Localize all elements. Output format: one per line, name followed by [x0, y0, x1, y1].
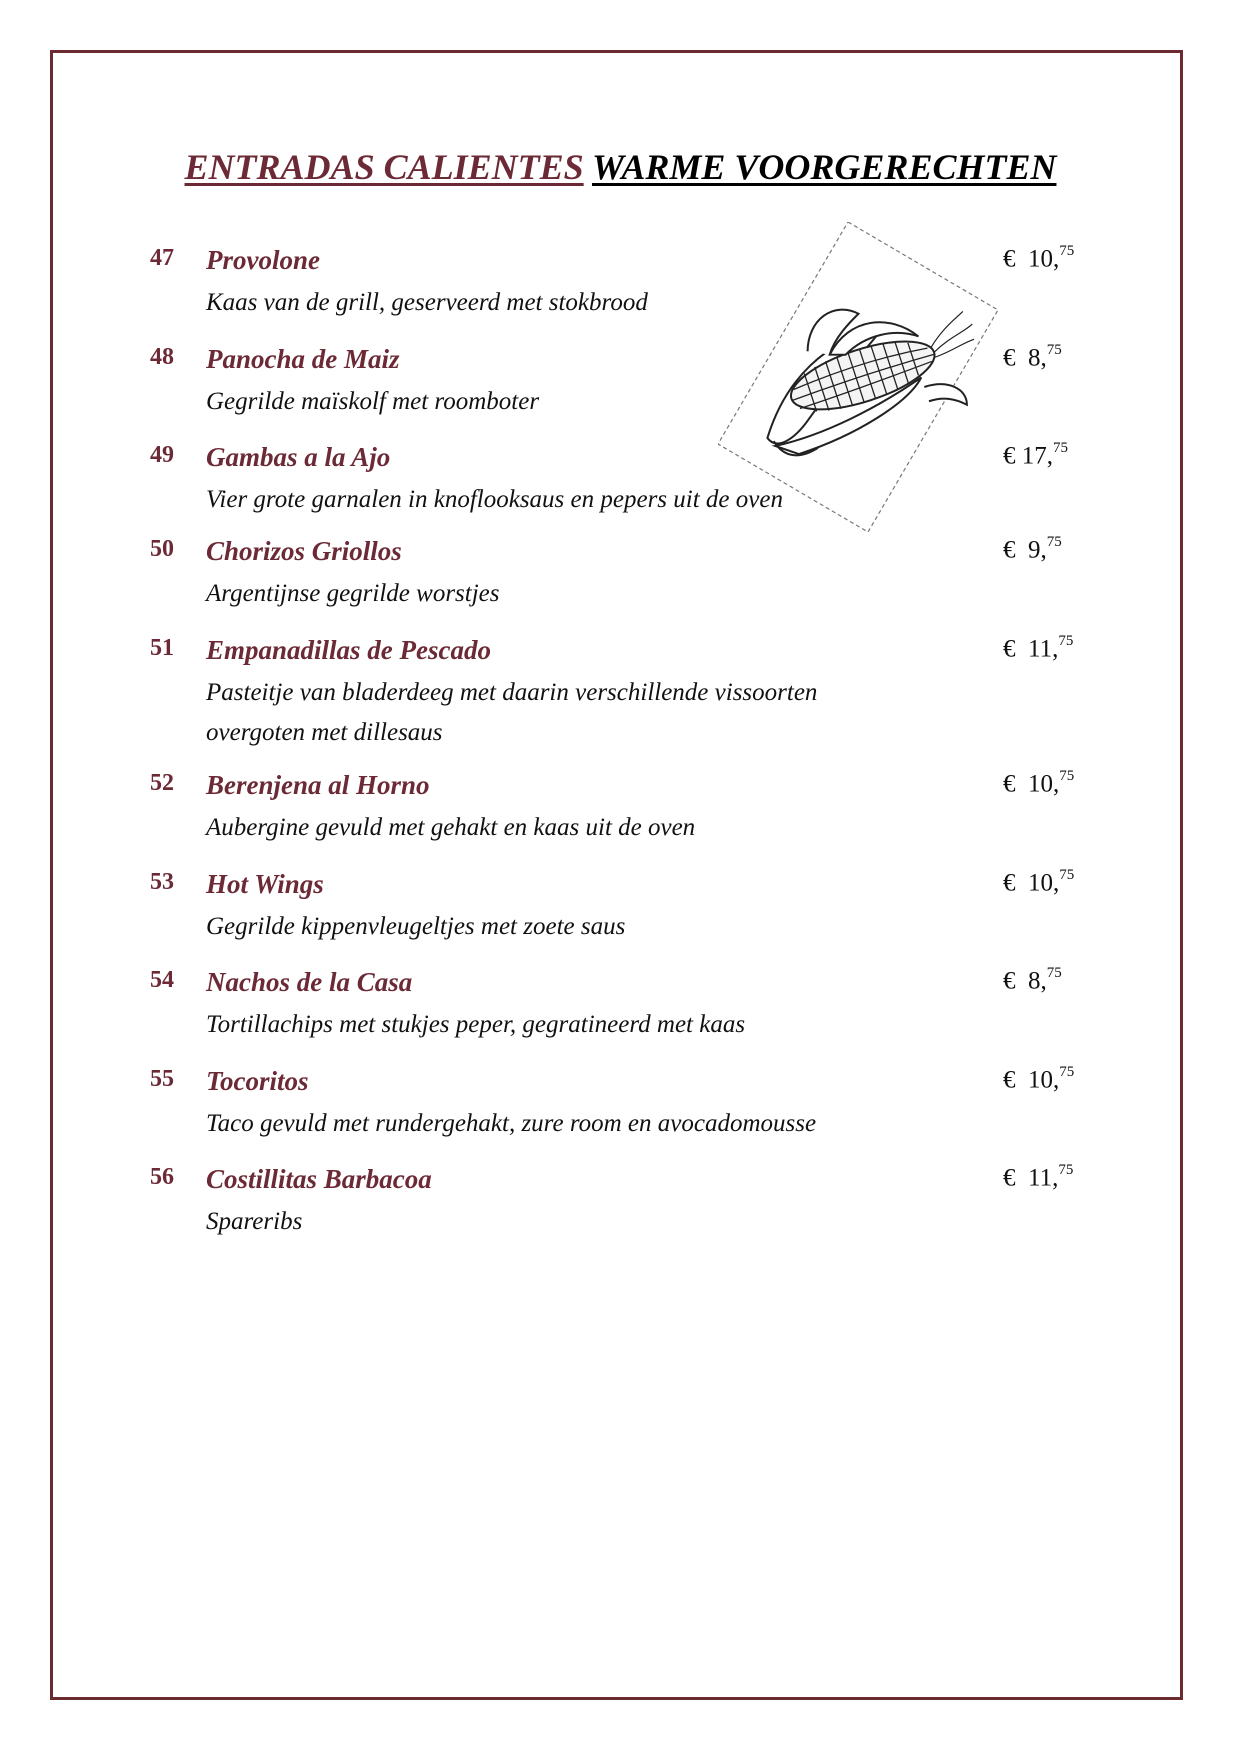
item-number: 52	[150, 770, 174, 796]
item-name: Provolone	[206, 245, 320, 275]
item-number: 53	[150, 869, 174, 895]
item-price: € 17,75	[1003, 440, 1068, 470]
item-number: 54	[150, 967, 174, 993]
item-name: Berenjena al Horno	[206, 770, 430, 800]
item-price: € 8,75	[1003, 965, 1062, 995]
item-price: € 8,75	[1003, 342, 1062, 372]
title-dutch: WARME VOORGERECHTEN	[592, 147, 1057, 187]
item-price: € 10,75	[1003, 867, 1075, 897]
title-spanish: ENTRADAS CALIENTES	[184, 147, 584, 187]
item-price: € 10,75	[1003, 1064, 1075, 1094]
item-name: Gambas a la Ajo	[206, 442, 391, 472]
item-name: Hot Wings	[206, 869, 324, 899]
item-number: 55	[150, 1066, 174, 1092]
item-description: Vier grote garnalen in knoflooksaus en pepers uit de oven	[206, 486, 783, 513]
item-description: Aubergine gevuld met gehakt en kaas uit de oven	[206, 814, 696, 841]
item-description: Tortillachips met stukjes peper, gegratineerd met kaas	[206, 1011, 746, 1038]
item-price: € 10,75	[1003, 768, 1075, 798]
item-name: Chorizos Griollos	[206, 536, 402, 566]
item-price: € 11,75	[1003, 1162, 1074, 1192]
item-price: € 11,75	[1003, 633, 1074, 663]
menu-title	[0, 146, 1241, 188]
item-number: 56	[150, 1164, 174, 1190]
item-description: Argentijnse gegrilde worstjes	[206, 580, 500, 607]
item-description: Pasteitje van bladerdeeg met daarin verschillende vissoorten overgoten met dillesaus	[206, 679, 818, 746]
item-number: 49	[150, 442, 174, 468]
item-name: Costillitas Barbacoa	[206, 1164, 432, 1194]
item-price: € 9,75	[1003, 534, 1062, 564]
item-number: 48	[150, 344, 174, 370]
item-description: Gegrilde kippenvleugeltjes met zoete saus	[206, 913, 626, 940]
item-description: Spareribs	[206, 1208, 303, 1235]
item-name: Nachos de la Casa	[206, 967, 413, 997]
item-number: 50	[150, 536, 174, 562]
item-number: 51	[150, 635, 174, 661]
item-name: Panocha de Maiz	[206, 344, 400, 374]
item-price: € 10,75	[1003, 243, 1075, 273]
item-description: Gegrilde maïskolf met roomboter	[206, 388, 540, 415]
item-description: Kaas van de grill, geserveerd met stokbrood	[206, 289, 648, 316]
item-description: Taco gevuld met rundergehakt, zure room en avocadomousse	[206, 1110, 817, 1137]
item-name: Tocoritos	[206, 1066, 309, 1096]
item-name: Empanadillas de Pescado	[206, 635, 491, 665]
item-number: 47	[150, 245, 174, 271]
